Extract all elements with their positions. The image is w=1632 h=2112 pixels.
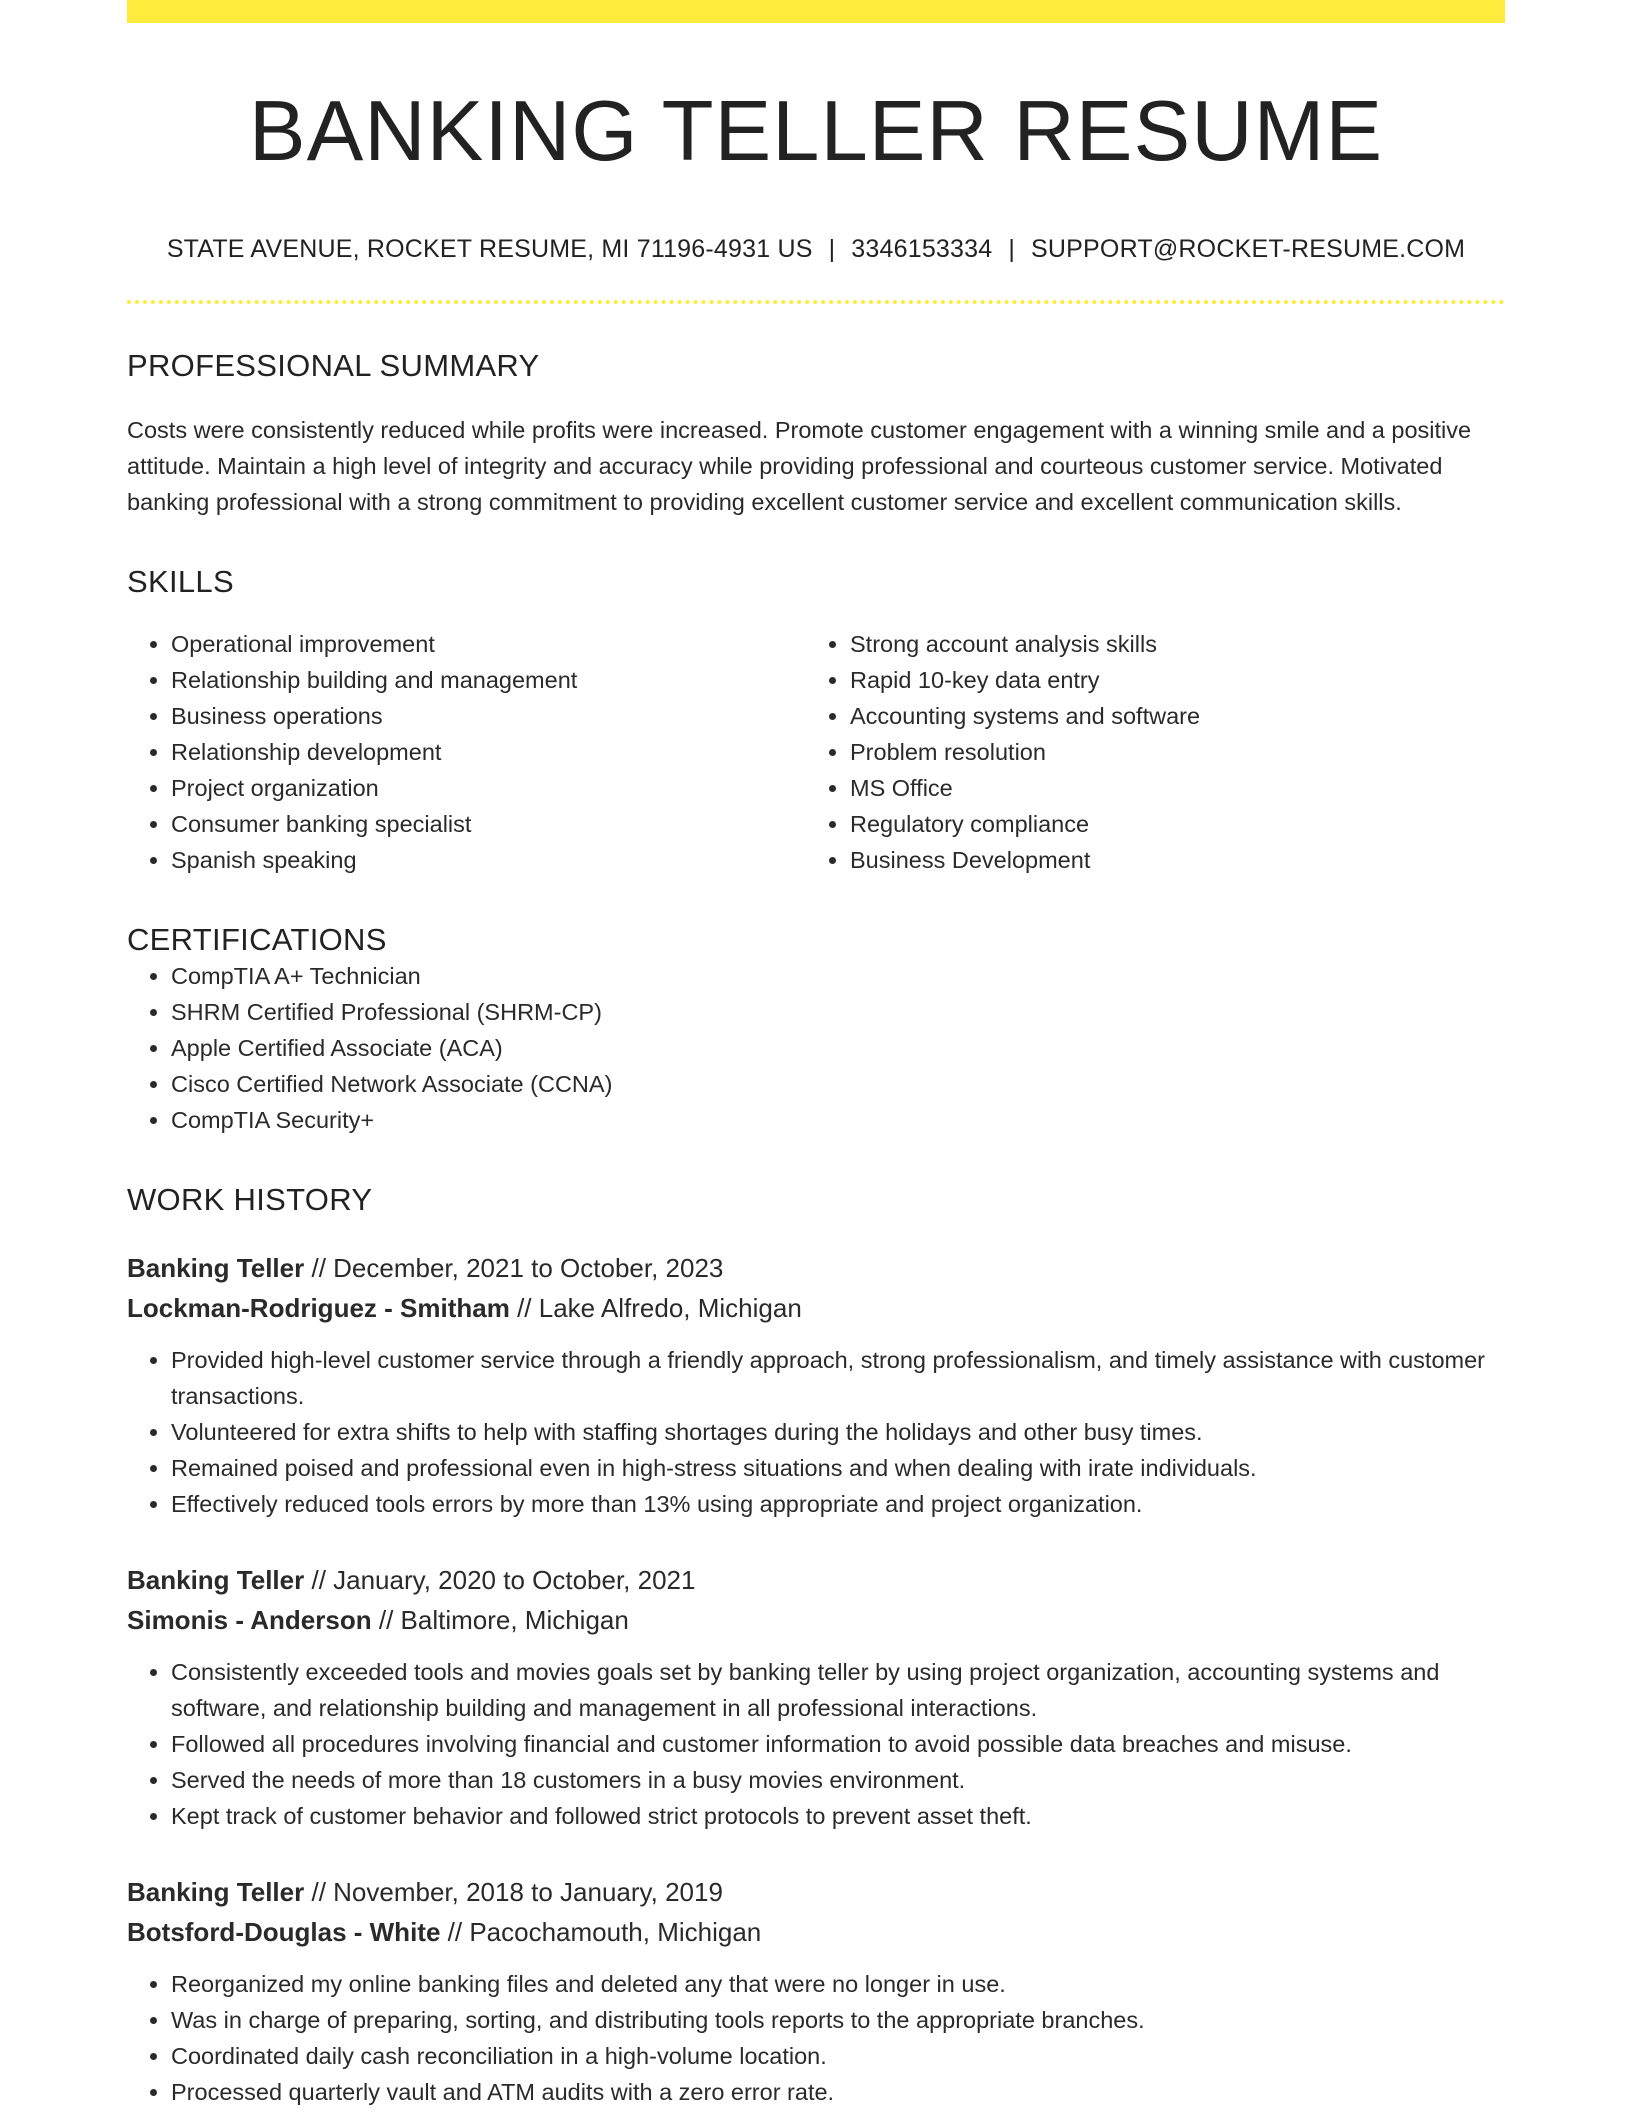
skills-heading: SKILLS [127, 563, 234, 599]
job-location: // Pacochamouth, Michigan [447, 1916, 762, 1947]
contact-separator: | [828, 234, 836, 263]
dotted-divider [127, 300, 1505, 304]
job-company: Simonis - Anderson [127, 1604, 372, 1635]
skill-item: • Problem resolution [850, 734, 1485, 770]
work-history-section [127, 1182, 1505, 2110]
job-bullet: • Kept track of customer behavior and followed strict protocols to prevent asset theft. [171, 1798, 1505, 1834]
skill-item: • Relationship development [171, 734, 806, 770]
job-bullet: • Volunteered for extra shifts to help with staffing shortages during the holidays and other busy times. [171, 1414, 1505, 1450]
skill-item: • Business Development [850, 842, 1485, 878]
certifications-section [127, 922, 1505, 1138]
certifications-heading: CERTIFICATIONS [127, 921, 387, 957]
job-bullets [127, 1654, 1505, 1834]
job-bullet: • Consistently exceeded tools and movies goals set by banking teller by using project organization, accounting systems and software, and relationship building and management in all professional interactions. [171, 1654, 1505, 1726]
job-title: Banking Teller [127, 1252, 305, 1283]
job-company-line [127, 1912, 1505, 1952]
skill-item: • Spanish speaking [171, 842, 806, 878]
certification-item: • CompTIA A+ Technician [171, 958, 1505, 994]
contact-line [127, 235, 1505, 264]
skill-item: • Rapid 10-key data entry [850, 662, 1485, 698]
job-bullet: • Reorganized my online banking files and deleted any that were no longer in use. [171, 1966, 1505, 2002]
job-bullets [127, 1966, 1505, 2110]
job-bullets [127, 1342, 1505, 1522]
job-company-line [127, 1288, 1505, 1328]
skills-list-right [806, 626, 1485, 878]
contact-phone: 3346153334 [851, 234, 993, 263]
job-location: // Lake Alfredo, Michigan [517, 1292, 802, 1323]
resume-page [127, 0, 1505, 2110]
job-dates: // January, 2020 to October, 2021 [311, 1564, 696, 1595]
job-title: Banking Teller [127, 1564, 305, 1595]
job-title: Banking Teller [127, 1876, 305, 1907]
job-bullet: • Provided high-level customer service through a friendly approach, strong professionalism, and timely assistance with customer transactions. [171, 1342, 1505, 1414]
skills-grid [127, 626, 1505, 878]
job-company: Lockman-Rodriguez - Smitham [127, 1292, 510, 1323]
certifications-list [127, 958, 1505, 1138]
certification-item: • Apple Certified Associate (ACA) [171, 1030, 1505, 1066]
job-title-line [127, 1872, 1505, 1912]
job-location: // Baltimore, Michigan [378, 1604, 629, 1635]
skill-item: • Accounting systems and software [850, 698, 1485, 734]
job-entry [127, 1872, 1505, 2110]
job-bullet: • Processed quarterly vault and ATM audits with a zero error rate. [171, 2074, 1505, 2110]
accent-top-bar [127, 0, 1505, 23]
job-company: Botsford-Douglas - White [127, 1916, 441, 1947]
job-company-line [127, 1600, 1505, 1640]
resume-title: BANKING TELLER RESUME [248, 84, 1384, 179]
contact-email: SUPPORT@ROCKET-RESUME.COM [1031, 234, 1466, 263]
skill-item: • Business operations [171, 698, 806, 734]
job-dates: // December, 2021 to October, 2023 [311, 1252, 724, 1283]
certification-item: • Cisco Certified Network Associate (CCNA) [171, 1066, 1505, 1102]
work-history-heading: WORK HISTORY [127, 1181, 373, 1217]
certification-item: • CompTIA Security+ [171, 1102, 1505, 1138]
skill-item: • Operational improvement [171, 626, 806, 662]
summary-section [127, 348, 1505, 520]
certification-item: • SHRM Certified Professional (SHRM-CP) [171, 994, 1505, 1030]
job-bullet: • Followed all procedures involving financial and customer information to avoid possible data breaches and misuse. [171, 1726, 1505, 1762]
skills-section [127, 564, 1505, 878]
job-bullet: • Coordinated daily cash reconciliation in a high-volume location. [171, 2038, 1505, 2074]
job-dates: // November, 2018 to January, 2019 [311, 1876, 723, 1907]
job-title-line [127, 1248, 1505, 1288]
skill-item: • MS Office [850, 770, 1485, 806]
job-entry [127, 1560, 1505, 1834]
skill-item: • Regulatory compliance [850, 806, 1485, 842]
summary-text: Costs were consistently reduced while profits were increased. Promote customer engagement with a winning smile and a positive attitude. Maintain a high level of integrity and accuracy while providing professional and courteous customer service. Motivated banking professional with a strong commitment to providing excellent customer service and excellent communication skills. [127, 416, 1472, 515]
skill-item: • Strong account analysis skills [850, 626, 1485, 662]
contact-address: STATE AVENUE, ROCKET RESUME, MI 71196-4931 US [166, 234, 813, 263]
job-bullet: • Was in charge of preparing, sorting, and distributing tools reports to the appropriate branches. [171, 2002, 1505, 2038]
skill-item: • Project organization [171, 770, 806, 806]
summary-heading: PROFESSIONAL SUMMARY [127, 347, 540, 383]
skill-item: • Consumer banking specialist [171, 806, 806, 842]
skills-list-left [127, 626, 806, 878]
job-entry [127, 1248, 1505, 1522]
job-bullet: • Effectively reduced tools errors by more than 13% using appropriate and project organization. [171, 1486, 1505, 1522]
job-bullet: • Served the needs of more than 18 customers in a busy movies environment. [171, 1762, 1505, 1798]
job-title-line [127, 1560, 1505, 1600]
skill-item: • Relationship building and management [171, 662, 806, 698]
job-bullet: • Remained poised and professional even in high-stress situations and when dealing with irate individuals. [171, 1450, 1505, 1486]
contact-separator: | [1008, 234, 1016, 263]
